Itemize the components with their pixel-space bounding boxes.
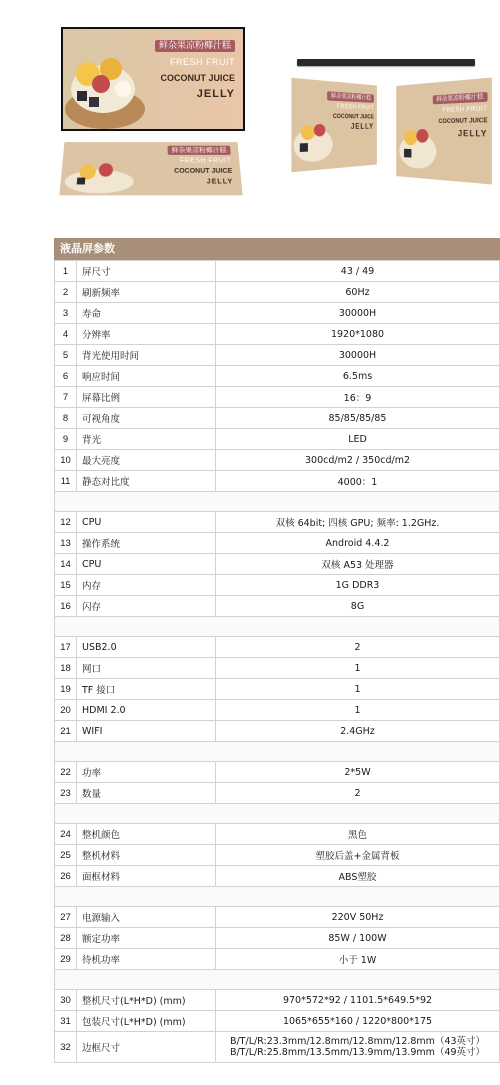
spec-table-header: 液晶屏参数 xyxy=(54,238,500,260)
table-row xyxy=(55,429,500,450)
row-label: USB2.0 xyxy=(77,637,216,658)
row-label: 整机尺寸(L*H*D) (mm) xyxy=(77,990,216,1011)
table-row xyxy=(55,658,500,679)
row-label: 操作系统 xyxy=(77,533,216,554)
row-label: 刷新频率 xyxy=(77,282,216,303)
row-label: 背光 xyxy=(77,429,216,450)
row-number: 29 xyxy=(55,949,77,970)
panel-coconut-juice: COCONUT JUICE xyxy=(438,117,488,126)
row-label: WIFI xyxy=(77,721,216,742)
table-row xyxy=(55,471,500,492)
row-value: 2*5W xyxy=(216,762,500,783)
product-images xyxy=(0,0,500,238)
group-spacer xyxy=(55,742,500,762)
row-label: CPU xyxy=(77,512,216,533)
row-value: 黑色 xyxy=(216,824,500,845)
row-label: 屏幕比例 xyxy=(77,387,216,408)
row-value: 1920*1080 xyxy=(216,324,500,345)
row-label: 数量 xyxy=(77,783,216,804)
row-number: 3 xyxy=(55,303,77,324)
row-value: 1G DDR3 xyxy=(216,575,500,596)
table-row xyxy=(55,512,500,533)
row-number: 31 xyxy=(55,1011,77,1032)
row-value: 双核 64bit; 四核 GPU; 频率: 1.2GHz. xyxy=(216,512,500,533)
table-row xyxy=(55,366,500,387)
table-row xyxy=(55,533,500,554)
panel-jelly: JELLY xyxy=(457,128,488,139)
table-row xyxy=(55,679,500,700)
row-value: 2 xyxy=(216,637,500,658)
table-row xyxy=(55,596,500,617)
row-value: 85W / 100W xyxy=(216,928,500,949)
table-row xyxy=(55,554,500,575)
row-value: 1 xyxy=(216,700,500,721)
table-row xyxy=(55,721,500,742)
row-value: 43 / 49 xyxy=(216,261,500,282)
spec-table xyxy=(54,238,500,1063)
table-row xyxy=(55,1011,500,1032)
row-label: 额定功率 xyxy=(77,928,216,949)
row-label: 屏尺寸 xyxy=(77,261,216,282)
group-spacer xyxy=(55,617,500,637)
row-value: 970*572*92 / 1101.5*649.5*92 xyxy=(216,990,500,1011)
row-label: 功率 xyxy=(77,762,216,783)
table-row xyxy=(55,783,500,804)
row-label: 边框尺寸 xyxy=(77,1032,216,1063)
row-value: 30000H xyxy=(216,303,500,324)
table-row xyxy=(55,637,500,658)
panel-chinese-title: 鲜杂果凉粉椰汁糕 xyxy=(168,146,231,155)
row-value: 300cd/m2 / 350cd/m2 xyxy=(216,450,500,471)
table-row xyxy=(55,907,500,928)
row-number: 4 xyxy=(55,324,77,345)
table-row xyxy=(55,450,500,471)
row-number: 12 xyxy=(55,512,77,533)
row-label: 闪存 xyxy=(77,596,216,617)
row-label: 寿命 xyxy=(77,303,216,324)
row-number: 24 xyxy=(55,824,77,845)
panel-coconut-juice: COCONUT JUICE xyxy=(174,168,233,175)
group-spacer xyxy=(55,887,500,907)
table-row xyxy=(55,282,500,303)
panel-fresh-fruit: FRESH FRUIT xyxy=(442,106,488,114)
table-row xyxy=(55,700,500,721)
edge-view-image xyxy=(297,59,475,66)
row-value: 8G xyxy=(216,596,500,617)
row-value: 1 xyxy=(216,679,500,700)
row-value: 小于 1W xyxy=(216,949,500,970)
row-value: 85/85/85/85 xyxy=(216,408,500,429)
table-row xyxy=(55,303,500,324)
panel-jelly: JELLY xyxy=(196,88,235,100)
row-number: 18 xyxy=(55,658,77,679)
row-number: 17 xyxy=(55,637,77,658)
row-label: 待机功率 xyxy=(77,949,216,970)
row-value-line: B/T/L/R:25.8mm/13.5mm/13.9mm/13.9mm（49英寸） xyxy=(229,1047,486,1058)
row-number: 7 xyxy=(55,387,77,408)
panel-fresh-fruit: FRESH FRUIT xyxy=(336,103,374,112)
row-label: CPU xyxy=(77,554,216,575)
panel-coconut-juice: COCONUT JUICE xyxy=(160,73,235,83)
row-number: 14 xyxy=(55,554,77,575)
row-label: 网口 xyxy=(77,658,216,679)
spec-table-body xyxy=(54,260,500,1063)
row-number: 32 xyxy=(55,1032,77,1063)
row-label: 静态对比度 xyxy=(77,471,216,492)
panel-chinese-title: 鲜杂果凉粉椰汁糕 xyxy=(327,91,374,103)
table-row xyxy=(55,408,500,429)
row-value-line: B/T/L/R:23.3mm/12.8mm/12.8mm/12.8mm（43英寸） xyxy=(229,1036,486,1047)
row-number: 26 xyxy=(55,866,77,887)
table-row xyxy=(55,866,500,887)
row-label: 电源输入 xyxy=(77,907,216,928)
row-number: 30 xyxy=(55,990,77,1011)
table-row xyxy=(55,824,500,845)
group-spacer xyxy=(55,804,500,824)
row-label: TF 接口 xyxy=(77,679,216,700)
front-screen-image xyxy=(61,27,245,131)
row-label: 最大亮度 xyxy=(77,450,216,471)
table-row xyxy=(55,387,500,408)
row-value: 30000H xyxy=(216,345,500,366)
row-number: 20 xyxy=(55,700,77,721)
table-row xyxy=(55,575,500,596)
row-number: 28 xyxy=(55,928,77,949)
row-number: 5 xyxy=(55,345,77,366)
table-row xyxy=(55,345,500,366)
row-number: 11 xyxy=(55,471,77,492)
row-value: 60Hz xyxy=(216,282,500,303)
row-label: 整机颜色 xyxy=(77,824,216,845)
dual-screen-right xyxy=(396,77,492,184)
row-number: 13 xyxy=(55,533,77,554)
row-label: 包装尺寸(L*H*D) (mm) xyxy=(77,1011,216,1032)
group-spacer xyxy=(55,970,500,990)
row-value: ABS塑胶 xyxy=(216,866,500,887)
row-number: 25 xyxy=(55,845,77,866)
row-label: 面框材料 xyxy=(77,866,216,887)
row-number: 8 xyxy=(55,408,77,429)
panel-fresh-fruit: FRESH FRUIT xyxy=(179,157,232,165)
row-value: 1 xyxy=(216,658,500,679)
row-number: 15 xyxy=(55,575,77,596)
row-label: 可视角度 xyxy=(77,408,216,429)
row-number: 19 xyxy=(55,679,77,700)
row-number: 21 xyxy=(55,721,77,742)
row-value: Android 4.4.2 xyxy=(216,533,500,554)
table-row xyxy=(55,990,500,1011)
panel-chinese-title: 鲜杂果凉粉椰汁糕 xyxy=(155,40,235,52)
panel-jelly: JELLY xyxy=(350,122,374,131)
table-row xyxy=(55,845,500,866)
row-number: 22 xyxy=(55,762,77,783)
row-number: 10 xyxy=(55,450,77,471)
row-number: 1 xyxy=(55,261,77,282)
row-value: 2 xyxy=(216,783,500,804)
table-row xyxy=(55,1032,500,1063)
row-label: 背光使用时间 xyxy=(77,345,216,366)
table-row xyxy=(55,324,500,345)
panel-fresh-fruit: FRESH FRUIT xyxy=(170,57,235,67)
table-row xyxy=(55,762,500,783)
row-number: 23 xyxy=(55,783,77,804)
panel-jelly: JELLY xyxy=(206,178,234,186)
dual-screen-left xyxy=(291,78,376,173)
row-value xyxy=(216,1032,500,1063)
row-value: 220V 50Hz xyxy=(216,907,500,928)
row-value: 塑胶后盖+金属背板 xyxy=(216,845,500,866)
row-number: 2 xyxy=(55,282,77,303)
row-number: 9 xyxy=(55,429,77,450)
table-row xyxy=(55,949,500,970)
panel-coconut-juice: COCONUT JUICE xyxy=(332,113,374,121)
row-value: LED xyxy=(216,429,500,450)
row-label: 分辨率 xyxy=(77,324,216,345)
row-number: 16 xyxy=(55,596,77,617)
row-label: 内存 xyxy=(77,575,216,596)
group-spacer xyxy=(55,492,500,512)
row-value: 16：9 xyxy=(216,387,500,408)
row-number: 6 xyxy=(55,366,77,387)
row-number: 27 xyxy=(55,907,77,928)
row-value: 6.5ms xyxy=(216,366,500,387)
row-label: 响应时间 xyxy=(77,366,216,387)
panel-chinese-title: 鲜杂果凉粉椰汁糕 xyxy=(433,92,488,104)
table-row xyxy=(55,928,500,949)
row-label: HDMI 2.0 xyxy=(77,700,216,721)
ceiling-screen-image xyxy=(59,142,242,195)
row-value: 1065*655*160 / 1220*800*175 xyxy=(216,1011,500,1032)
row-value: 2.4GHz xyxy=(216,721,500,742)
row-value: 双核 A53 处理器 xyxy=(216,554,500,575)
row-label: 整机材料 xyxy=(77,845,216,866)
table-row xyxy=(55,261,500,282)
row-value: 4000：1 xyxy=(216,471,500,492)
